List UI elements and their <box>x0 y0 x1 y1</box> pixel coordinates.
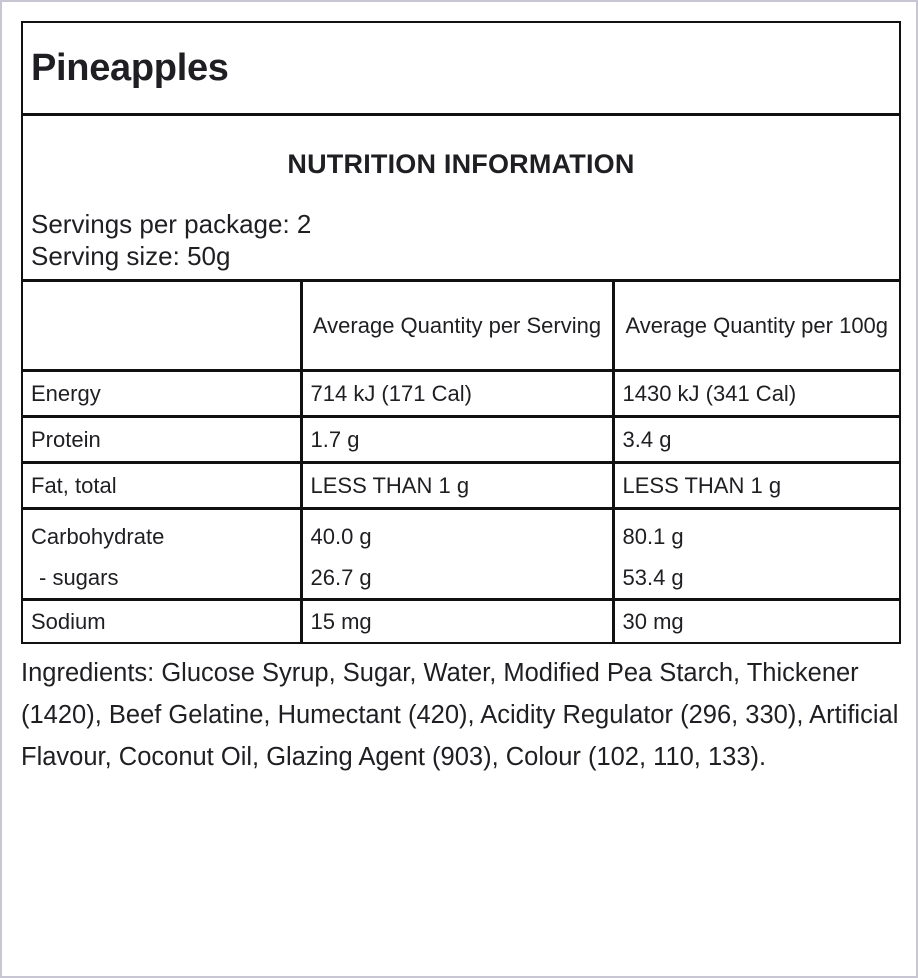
table-row <box>23 600 899 643</box>
per-100g-value: 3.4 g <box>613 417 899 463</box>
nutrition-table <box>23 282 899 642</box>
nutrient-name: Fat, total <box>23 463 301 509</box>
table-row <box>23 558 899 600</box>
per-100g-value: 1430 kJ (341 Cal) <box>613 371 899 417</box>
nutrient-name: - sugars <box>23 558 301 600</box>
nutrition-info-header <box>23 116 899 282</box>
table-header-row <box>23 282 899 371</box>
per-serving-value: 40.0 g <box>301 509 613 559</box>
per-serving-value: LESS THAN 1 g <box>301 463 613 509</box>
per-serving-value: 714 kJ (171 Cal) <box>301 371 613 417</box>
ingredients-text: Ingredients: Glucose Syrup, Sugar, Water, Modified Pea Starch, Thickener (1420), Beef Gelatine, Humectant (420), Acidity Regulator (296, 330), Artificial Flavour, Coconut Oil, Glazing Agent (903), Colour (102, 110, 133). <box>21 659 899 771</box>
nutrient-name: Carbohydrate <box>31 524 165 549</box>
nutrient-name: Protein <box>23 417 301 463</box>
nutrition-heading: NUTRITION INFORMATION <box>287 149 635 179</box>
per-serving-value: 15 mg <box>301 600 613 643</box>
nutrient-name: Energy <box>23 371 301 417</box>
serving-size: Serving size: 50g <box>31 241 231 271</box>
column-header-per-serving: Average Quantity per Serving <box>301 282 613 371</box>
product-title: Pineapples <box>23 23 899 116</box>
per-serving-value: 26.7 g <box>301 558 613 600</box>
table-row <box>23 463 899 509</box>
servings-info <box>31 208 311 272</box>
table-row <box>23 417 899 463</box>
nutrient-name: Sodium <box>31 608 106 634</box>
column-header-per-100g: Average Quantity per 100g <box>613 282 899 371</box>
per-100g-value: LESS THAN 1 g <box>613 463 899 509</box>
per-100g-value: 80.1 g <box>613 509 899 559</box>
table-row <box>23 371 899 417</box>
nutrition-label <box>21 21 901 644</box>
per-100g-value: 53.4 g <box>613 558 899 600</box>
per-100g-value: 30 mg <box>613 600 899 643</box>
table-row <box>23 509 899 559</box>
servings-per-package: Servings per package: 2 <box>31 209 312 239</box>
per-serving-value: 1.7 g <box>301 417 613 463</box>
column-header-nutrient <box>23 282 301 371</box>
